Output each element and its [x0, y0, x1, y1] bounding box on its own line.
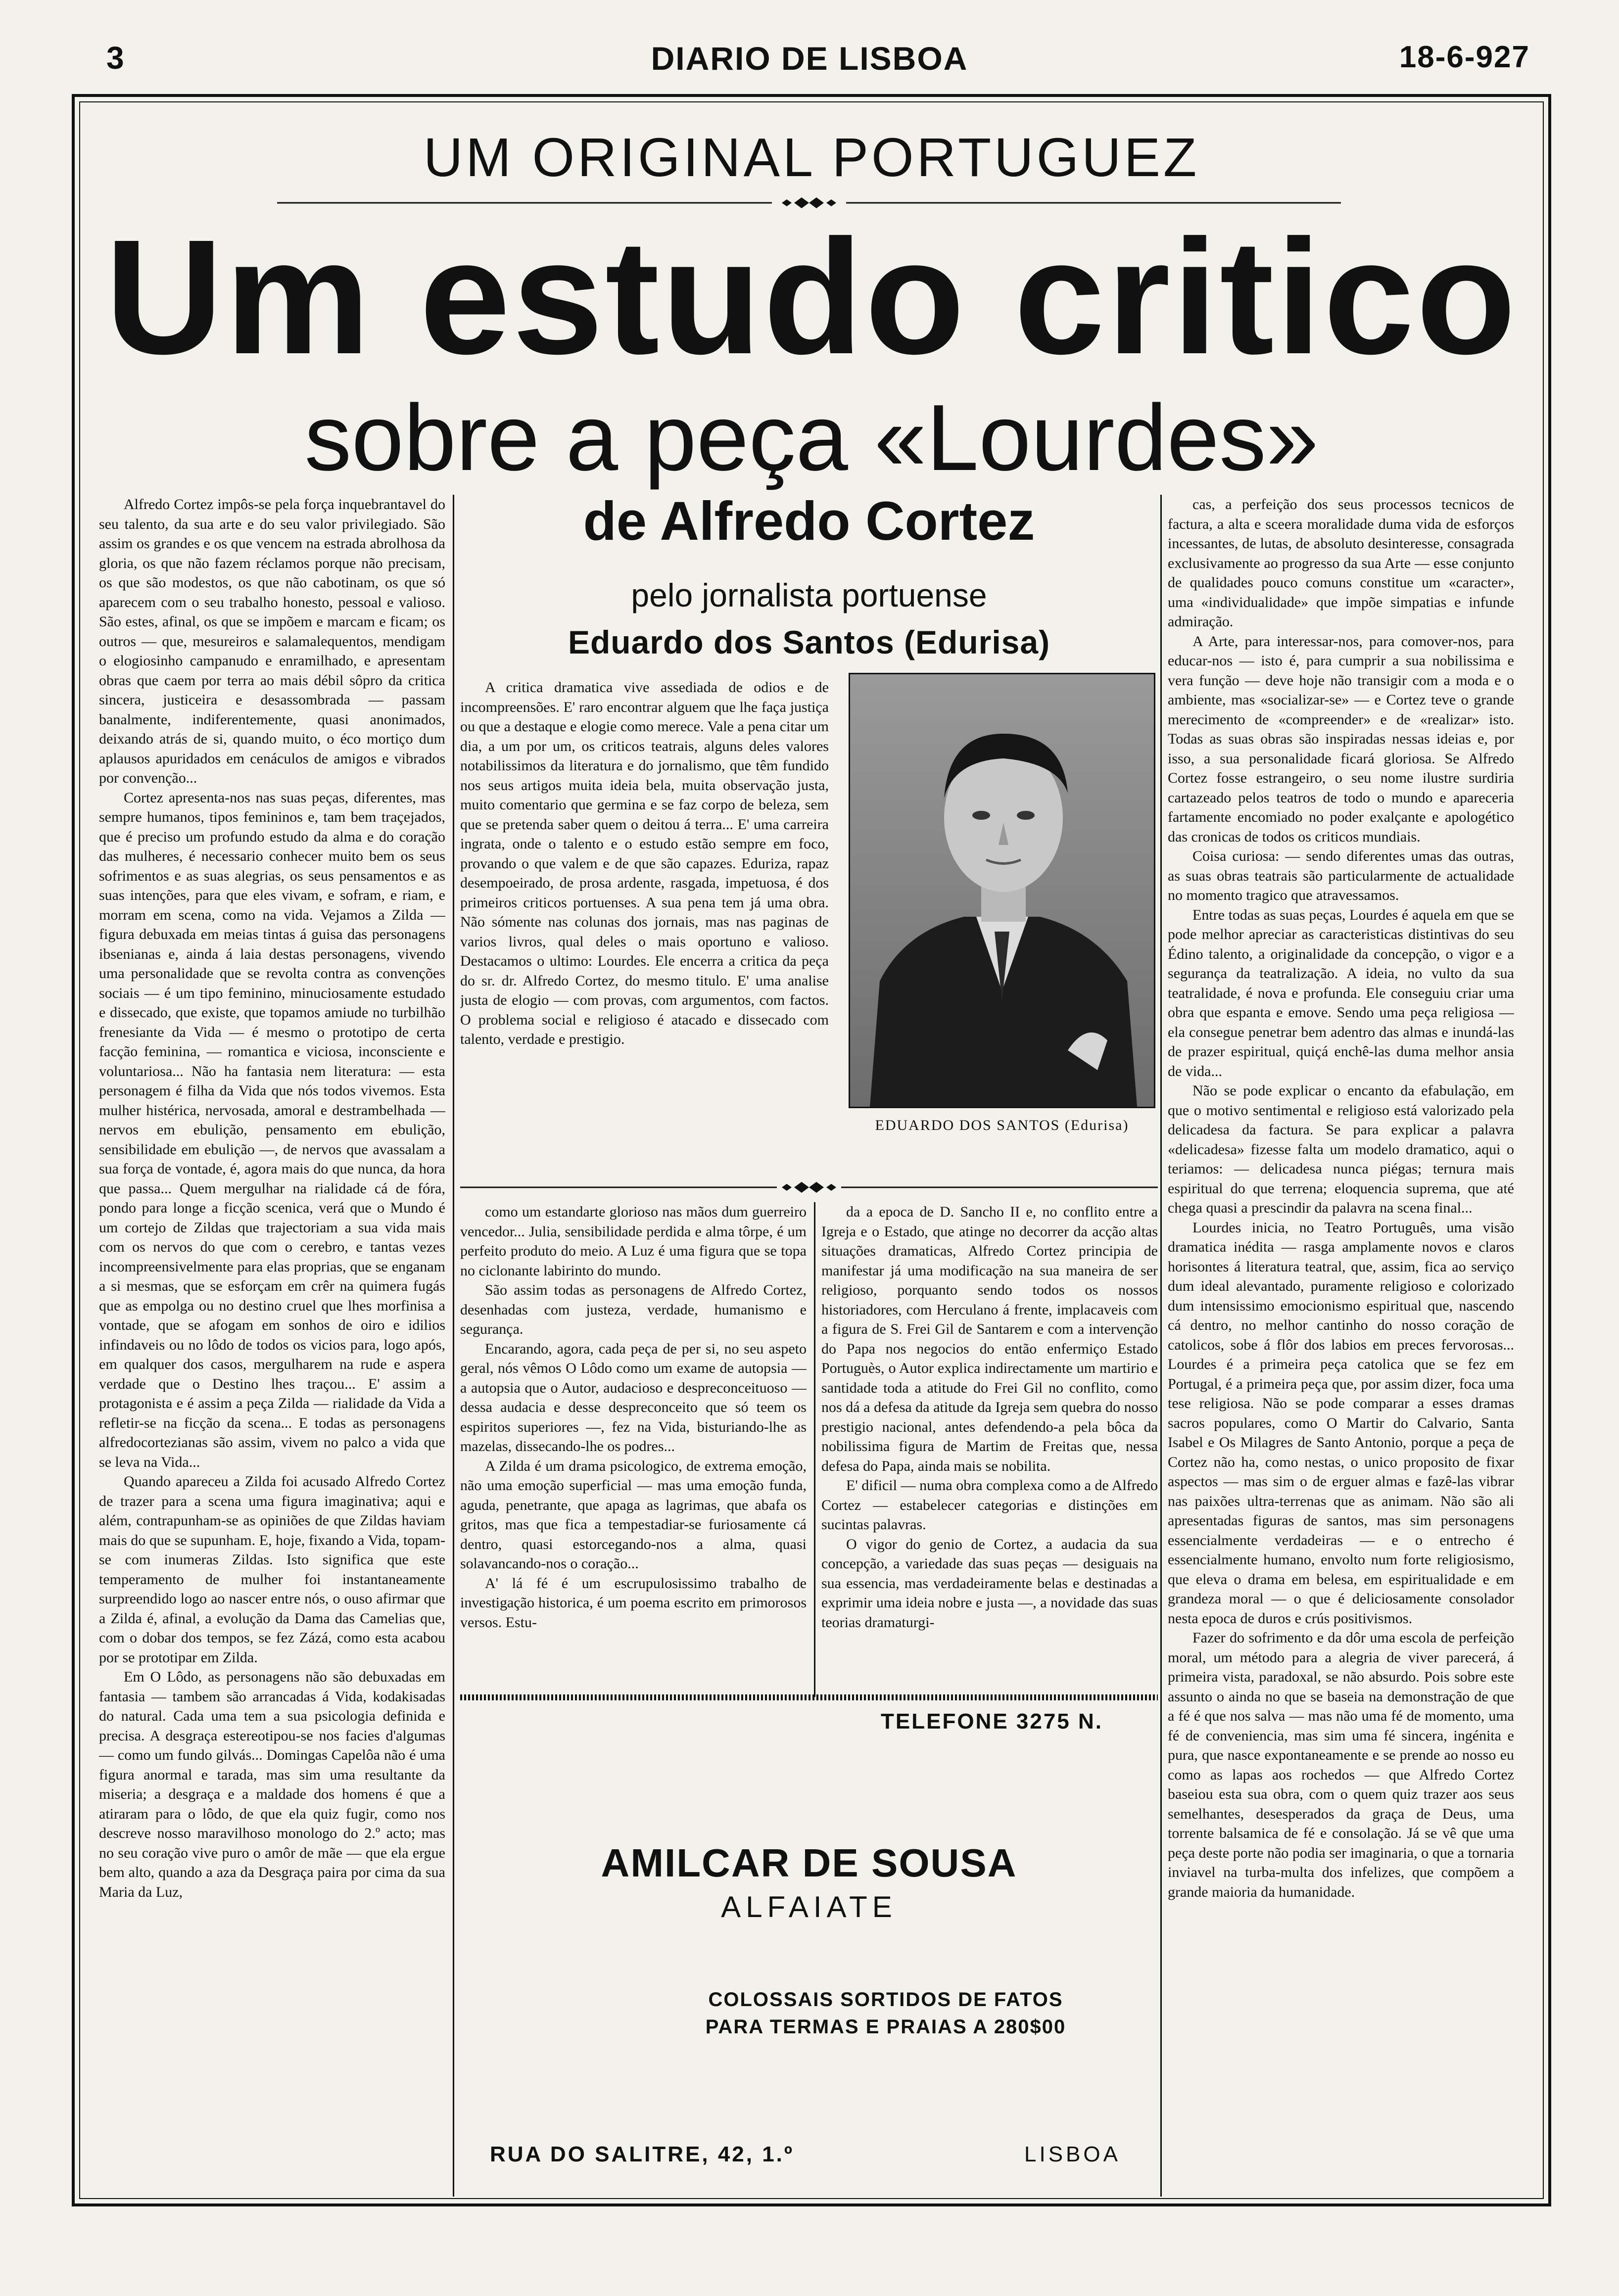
column-rule	[814, 1202, 815, 1697]
paragraph: cas, a perfeição dos seus processos tecnicos de factura, a alta e sceera moralidade duma vida de esforços incessantes, de lutas, de absoluto desinteresse, consagrada exclusivamente ao progresso da sua Arte — esse conjunto de qualidades pouco comuns constitue um «caracter», uma «individualidade» que impõe simpatias e infunde admiração.	[1168, 496, 1514, 630]
article-column-1	[99, 495, 445, 2197]
paragraph: Quando apareceu a Zilda foi acusado Alfredo Cortez de trazer para a scena uma figura imaginativa; aqui e além, contrapunham-se as opiniões de que Zildas haviam mais do que se supunham. E, hoje, fixando a Vida, topam-se com inumeras Zildas. Isto significa que este temperamento de mulher foi instantaneamente surpreendido logo ao nascer entre nós, o ouso afirmar que a Zilda é, afinal, a evolução da Dama das Camelias que, com o dobar dos tempos, se fez Zázá, como esta acabou por se prototipar em Zilda.	[99, 1473, 445, 1666]
advert-border	[460, 1694, 1158, 1700]
byline-name: Eduardo dos Santos (Edurisa)	[568, 624, 1050, 660]
ornament-divider-middle	[460, 1180, 1158, 1195]
paragraph: Encarando, agora, cada peça de per si, no seu aspeto geral, nós vêmos O Lôdo como um exame de autopsia — a autopsia que o Autor, audacioso e despreconceituoso — dessa audacia e desse despreconceito que só teem os espiritos superiores —, fez na Vida, bisturiando-lhe as mazelas, dissecando-lhe os podres...	[460, 1340, 807, 1454]
paragraph: O vigor do genio de Cortez, a audacia da sua concepção, a variedade das suas peças — desiguais na sua essencia, mas verdadeiramente belas e destinadas a exprimir uma ideia nobre e justa —, a novidade das suas teorias dramaturgi-	[821, 1536, 1158, 1631]
issue-date: 18-6-927	[1399, 40, 1530, 74]
paragraph: como um estandarte glorioso nas mãos dum guerreiro vencedor... Julia, sensibilidade perdida e alma tôrpe, é um perfeito produto do meio. A Luz é uma figura que se topa no ciclonante labirinto do mundo.	[460, 1204, 807, 1279]
subheadline: sobre a peça «Lourdes»	[304, 385, 1319, 490]
paragraph: São assim todas as personagens de Alfredo Cortez, desenhadas com justeza, verdade, humanismo e segurança.	[460, 1282, 807, 1337]
headline: Um estudo critico	[105, 205, 1518, 388]
article-intro	[460, 678, 829, 1177]
column-rule	[1160, 495, 1162, 2197]
paragraph: Lourdes inicia, no Teatro Português, uma visão dramatica inédita — rasga amplamente novos e claros horisontes á literatura teatral, que, assim, fica ao serviço dum ideal alevantado, puramente religioso e colorizado dum intensissimo emocionismo espiritual que, nascendo cá dentro, no melhor cantinho do nosso coração de catolicos, sobe á flôr dos labios em preces fervorosas... Lourdes é a primeira peça catolica que se fez em Portugal, é a primeira peça que, por assim dizer, foca uma tese religiosa. Não se pode comparar a esses dramas sacros populares, como O Martir do Calvario, Santa Isabel e Os Milagres de Santo Antonio, porque a peça de Cortez não ha, como nestas, o unico proposito de fixar aspectos — mas sim o de erguer almas e fazê-las vibrar nas paixões ultra-terrenas que as animam. Não são ali apresentadas figuras de santos, mas sim personagens essencialmente verdadeiras — e o entrecho é essencialmente humano, envolto num forte religiosismo, que eleva o drama em belesa, em espiritualidade e em grandeza moral — o que é deliciosamente consolador nesta epoca de duros e crús positivismos.	[1168, 1219, 1514, 1627]
advertisement	[460, 1702, 1158, 2197]
paragraph: E' dificil — numa obra complexa como a de Alfredo Cortez — estabelecer categorias e distinções em sucintas palavras.	[821, 1477, 1158, 1533]
paragraph: Coisa curiosa: — sendo diferentes umas das outras, as suas obras teatrais são particularmente de actualidade no momento tragico que atravessamos.	[1168, 848, 1514, 903]
paragraph: Em O Lôdo, as personagens não são debuxadas em fantasia — tambem são arrancadas á Vida, kodakisadas do natural. Cada uma tem a sua psicologia definida e precisa. A desgraça estereotipou-se nos facies d'algumas — como um fundo gilvás... Domingas Capelôa não é uma figura anormal e tarada, mas sim uma resultante da miseria; a desgraça e a maldade dos homens é que a atiraram para o lôdo, de que ela quiz fugir, como nos descreve nosso maravilhoso monologo do 2.º acto; mas no seu coração vive puro o amôr de mãe — que ela ergue bem alto, quando a aza da Desgraça paira por cima da sua Maria da Luz,	[99, 1669, 445, 1900]
advert-offer-line-2: PARA TERMAS E PRAIAS A 280$00	[705, 2016, 1066, 2038]
masthead	[0, 0, 1619, 94]
byline-role: pelo jornalista portuense	[631, 577, 987, 613]
advert-trade: ALFAIATE	[721, 1890, 897, 1923]
advert-phone: TELEFONE 3275 N.	[881, 1709, 1103, 1734]
article-column-2	[460, 1202, 807, 1697]
paragraph: Não se pode explicar o encanto da efabulação, em que o motivo sentimental e religioso está valorizado pela delicadesa da factura. Se para explicar a palavra «delicadesa» fizesse falta um modelo dramatico, aqui o teriamos: — delicadesa nunca piégas; ternura mais espiritual do que terrena; eloquencia suprema, que até chega quasi a prescindir da palavra na scena final...	[1168, 1082, 1514, 1216]
paragraph: Fazer do sofrimento e da dôr uma escola de perfeição moral, um método para a alegria de viver parecerá, á primeira vista, paradoxal, se não absurdo. Pois sobre este assunto o ainda no que se baseia na demonstração de que a fé é que nos salva — mas não uma fé de momento, uma fé de conveniencia, mas sim uma fé sincera, ingénita e pura, que nasce expontaneamente e se prende ao nosso eu como as lapas aos rochedos — que Alfredo Cortez baseiou esta sua obra, com o quem quiz trazer aos seus semelhantes, desesperados da graça de Deus, uma torrente balsamica de fé e consolação. Já se vê que uma peça deste porte não podia ser imaginaria, o que a tornaria inviavel na turba-multa dos infelizes, que compõem a grande maioria da humanidade.	[1168, 1630, 1514, 1900]
page-number: 3	[106, 40, 124, 76]
advert-name: AMILCAR DE SOUSA	[601, 1841, 1017, 1885]
paragraph: Alfredo Cortez impôs-se pela força inquebrantavel do seu talento, da sua arte e do seu valor privilegiado. São assim os grandes e os que vencem na estrada abrolhosa da gloria, os que não fazem réclamos porque não precisam, os que são modestos, os que não cabotinam, os que só aparecem com o seu trabalho honesto, pessoal e valioso. São estes, afinal, os que se impõem e marcam e ficam; os outros — que, mesureiros e salamalequentos, mendigam o elogiosinho campanudo e enramilhado, e apresentam obras que caem por terra ao mais débil sôpro da critica sincera, justiceira e desassombrada — passam banalmente, indiferentemente, quasi anonimados, deixando atrás de si, quando muito, o éco mortiço dum aplausos apuridados em cenáculos de amigos e vibrados por convenção...	[99, 496, 445, 786]
paragraph: Entre todas as suas peças, Lourdes é aquela em que se pode melhor apreciar as caracteristicas distintivas do seu Édino talento, a originalidade da concepção, o vigor e a segurança da teatralização. A ideia, no vulto da sua teatralidade, é nova e profunda. Ele conseguiu criar uma obra que espanta e emove. Sendo uma peça religiosa — ela consegue penetrar bem adentro das almas e inundá-las de prazer espiritual, quiçá enchê-las duma melhor ansia de vida...	[1168, 906, 1514, 1079]
paragraph: A critica dramatica vive assediada de odios e de incompreensões. E' raro encontrar alguem que lhe faça justiça ou que a destaque e elogie como merece. Vale a pena citar um dia, a um por um, os criticos teatrais, alguns deles valores notabilissimos da literatura e do jornalismo, que têm fundido nos seus artigos muita ideia bela, muita observação justa, muito comentario que germina e se faz corpo de beleza, sem que se pretenda saber quem o deitou á terra... E' uma carreira ingrata, onde o talento e o estudo estão sempre em foco, provando o que valem e de que são capazes. Eduriza, rapaz desempoeirado, de prosa ardente, rasgada, impetuosa, é dos primeiros criticos portuenses. A sua pena tem já uma obra. Não sómente nas colunas dos jornais, mas nas paginas de varios livros, qual deles o mais oportuno e valioso. Destacamos o ultimo: Lourdes. Ele encerra a critica da peça do sr. dr. Alfredo Cortez, do mesmo titulo. E' uma analise justa de elogio — com provas, com argumentos, com factos. O problema social e religioso é atacado e dissecado com talento, verdade e prestigio.	[460, 679, 829, 1047]
column-rule	[453, 495, 454, 2197]
article-column-3	[821, 1202, 1158, 1697]
article-column-right	[1168, 495, 1514, 2197]
advert-address: RUA DO SALITRE, 42, 1.º	[490, 2142, 794, 2166]
article-kicker: UM ORIGINAL PORTUGUEZ	[423, 127, 1200, 188]
play-author: de Alfredo Cortez	[583, 491, 1035, 552]
paragraph: A' lá fé é um escrupulosissimo trabalho de investigação historica, é um poema escrito em primorosos versos. Estu-	[460, 1575, 807, 1631]
paragraph: A Zilda é um drama psicologico, de extrema emoção, não uma emoção superficial — mas uma emoção funda, aguda, penetrante, que apaga as lagrimas, que abafa os gritos, mas que fica a tempestadiar-se furiosamente cá dentro, quasi estorcegando-nos a alma, quasi solavancando-nos o coração...	[460, 1457, 807, 1572]
advert-city: LISBOA	[1024, 2142, 1121, 2166]
advert-offer-line-1: COLOSSAIS SORTIDOS DE FATOS	[708, 1989, 1063, 2011]
paragraph: da a epoca de D. Sancho II e, no conflito entre a Igreja e o Estado, que atinge no decorrer da acção altas situações dramaticas, Alfredo Cortez principia de manifestar já uma modificação na sua maneira de ser religioso, porquanto sendo todos os nossos historiadores, com Herculano á frente, implacaveis com a figura de S. Frei Gil de Santarem e com a intervenção do Papa nos negocios do então enfermiço Estado Portuguès, o Autor explica indirectamente um martirio e santidade toda a atitude do Frei Gil no conflito, como nos dá a defesa da atitude da Igreja sem quebra do nosso prestigio nacional, antes defendendo-a pela bôca da nobilissima figura de Martim de Freitas que, nessa defesa do Papa, ainda mais se nobilita.	[821, 1204, 1158, 1474]
author-photo	[849, 673, 1155, 1108]
paragraph: A Arte, para interessar-nos, para comover-nos, para educar-nos — isto é, para cumprir a sua nobilissima e vera função — deve hoje não transigir com a moda e o ambiente, mas «socializar-se» — e Cortez teve o grande merecimento de «compreender» e de «realizar» isto. Todas as suas obras são inspiradas nessas ideias e, por isso, a sua personalidade ficará gloriosa. Se Alfredo Cortez fosse estrangeiro, o seu nome ilustre surdiria cartazeado pelos teatros de todo o mundo e apareceria fartamente encomiado no poder exalçante e apologético das cronicas de todos os criticos mundiais.	[1168, 633, 1514, 845]
newspaper-title: DIARIO DE LISBOA	[651, 40, 968, 77]
paragraph: Cortez apresenta-nos nas suas peças, diferentes, mas sempre humanos, tipos femininos e, tam bem traçejados, que é preciso um profundo estudo da alma e do coração das mulheres, é necessario conhecer muito bem os seus sofrimentos e as suas alegrias, os seus pensamentos e as suas intenções, para que eles vivam, e sofram, e riam, e morram em scena, como na vida. Vejamos a Zilda — figura debuxada em meias tintas á guisa das personagens ibsenianas e, ainda á laia destas personagens, vivendo uma personalidade que se revolta contra as convenções sociais — é um tipo feminino, minuciosamente estudado e dissecado, que existe, que topamos amiude no turbilhão frenesiante da Vida — é mesmo o prototipo de certa facção feminina, — romantica e viciosa, inconsciente e voluntariosa... Não ha fantasia nem literatura: — esta personagem é filha da Vida que nós todos vivemos. Esta mulher histérica, nervosada, amoral e destrambelhada — nervos em ebulição, pensamento em ebulição, sensibilidade em ebulição —, de nervos que avassalam a sua força de vontade, é, agora mais do que nunca, da hora que passa... Quem mergulhar na rialidade cá de fóra, pondo para longe a ficção scenica, verá que o Mundo é um cortejo de Zildas que trajectoriam a sua vida mais com os nervos do que com o cerebro, e tantas vezes incompreensivelmente para elas proprias, que se enganam a si mesmas, que se esforçam em crêr na quimera fugás que as empolga ou no destino cruel que lhes morfinisa a vontade, que se afogam em sonhos de oiro e idilios infindaveis ou no lôdo de todos os vicios para, logo após, em qualquer dos casos, mergulharem na rude e aspera verdade que o Destino lhes traçou... E' assim a protagonista e é assim a peça Zilda — rialidade da Vida a refletir-se na ficção da scena... E todas as personagens alfredocortezianas são assim, vivem no palco a vida que se leva na Vida...	[99, 789, 445, 1470]
photo-caption: EDUARDO DOS SANTOS (Edurisa)	[875, 1117, 1129, 1133]
portrait-image	[850, 674, 1154, 1107]
